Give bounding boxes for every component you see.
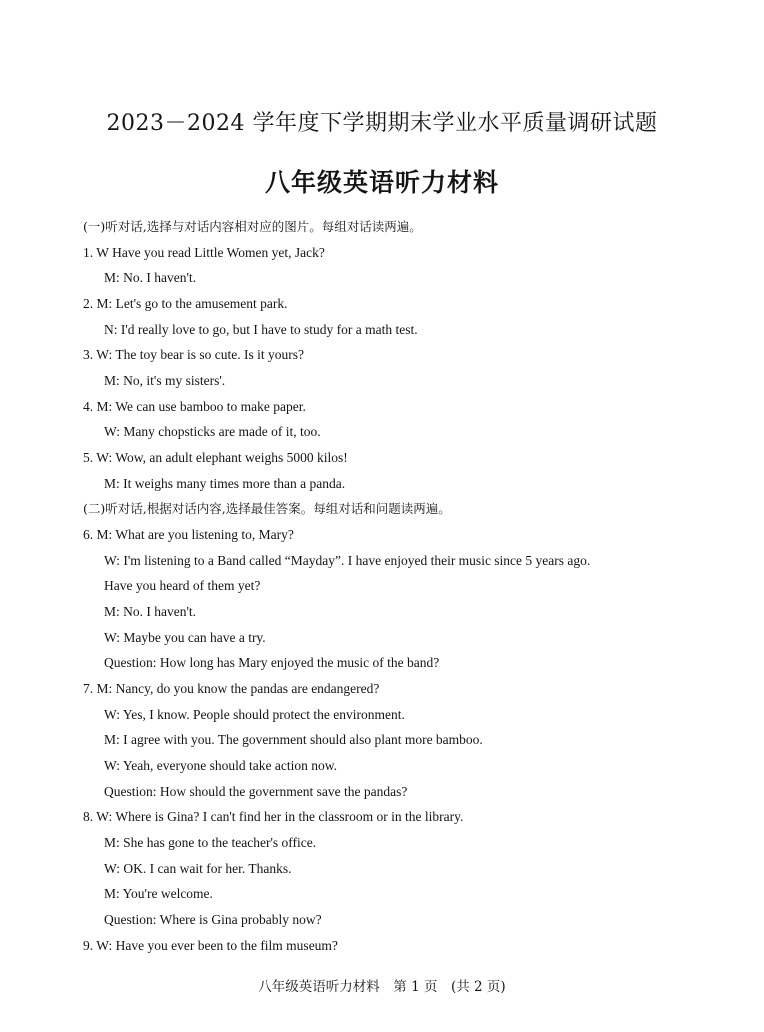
page-title: 2023－2024 学年度下学期期末学业水平质量调研试题: [106, 111, 658, 136]
dialogue-line: W: Many chopsticks are made of it, too.: [104, 424, 321, 439]
dialogue-line: 4. M: We can use bamboo to make paper.: [83, 399, 306, 414]
dialogue-line: 1. W Have you read Little Women yet, Jack?: [83, 245, 325, 260]
dialogue-line: N: I'd really love to go, but I have to study for a math test.: [104, 322, 418, 337]
dialogue-line: M: No. I haven't.: [104, 604, 197, 619]
section-heading: (一)听对话,选择与对话内容相对应的图片。每组对话读两遍。: [83, 219, 422, 234]
dialogue-line: 5. W: Wow, an adult elephant weighs 5000 kilos!: [83, 450, 348, 465]
dialogue-line: 2. M: Let's go to the amusement park.: [83, 296, 288, 311]
dialogue-line: W: I'm listening to a Band called “Mayday”. I have enjoyed their music since 5 years ago.: [104, 553, 591, 568]
dialogue-line: Have you heard of them yet?: [104, 578, 261, 593]
dialogue-line: W: Maybe you can have a try.: [104, 630, 266, 645]
dialogue-line: 9. W: Have you ever been to the film museum?: [83, 938, 338, 953]
page-footer: 八年级英语听力材料 第 1 页 (共 2 页): [258, 979, 506, 995]
dialogue-line: 8. W: Where is Gina? I can't find her in the classroom or in the library.: [83, 809, 464, 824]
dialogue-line: M: She has gone to the teacher's office.: [104, 835, 317, 850]
question-line: Question: Where is Gina probably now?: [104, 912, 322, 927]
dialogue-line: W: OK. I can wait for her. Thanks.: [104, 861, 292, 876]
dialogue-line: M: No, it's my sisters'.: [104, 373, 226, 388]
dialogue-line: M: No. I haven't.: [104, 270, 197, 285]
dialogue-line: M: I agree with you. The government should also plant more bamboo.: [104, 732, 483, 747]
dialogue-line: 7. M: Nancy, do you know the pandas are endangered?: [83, 681, 380, 696]
question-line: Question: How should the government save the pandas?: [104, 784, 408, 799]
dialogue-line: M: It weighs many times more than a panda.: [104, 476, 346, 491]
page-subtitle: 八年级英语听力材料: [264, 168, 499, 197]
dialogue-line: W: Yes, I know. People should protect the environment.: [104, 707, 405, 722]
dialogue-line: 3. W: The toy bear is so cute. Is it yours?: [83, 347, 304, 362]
question-line: Question: How long has Mary enjoyed the music of the band?: [104, 655, 440, 670]
section-heading: (二)听对话,根据对话内容,选择最佳答案。每组对话和问题读两遍。: [83, 501, 451, 516]
dialogue-line: M: You're welcome.: [104, 886, 213, 901]
dialogue-line: 6. M: What are you listening to, Mary?: [83, 527, 294, 542]
dialogue-line: W: Yeah, everyone should take action now.: [104, 758, 337, 773]
